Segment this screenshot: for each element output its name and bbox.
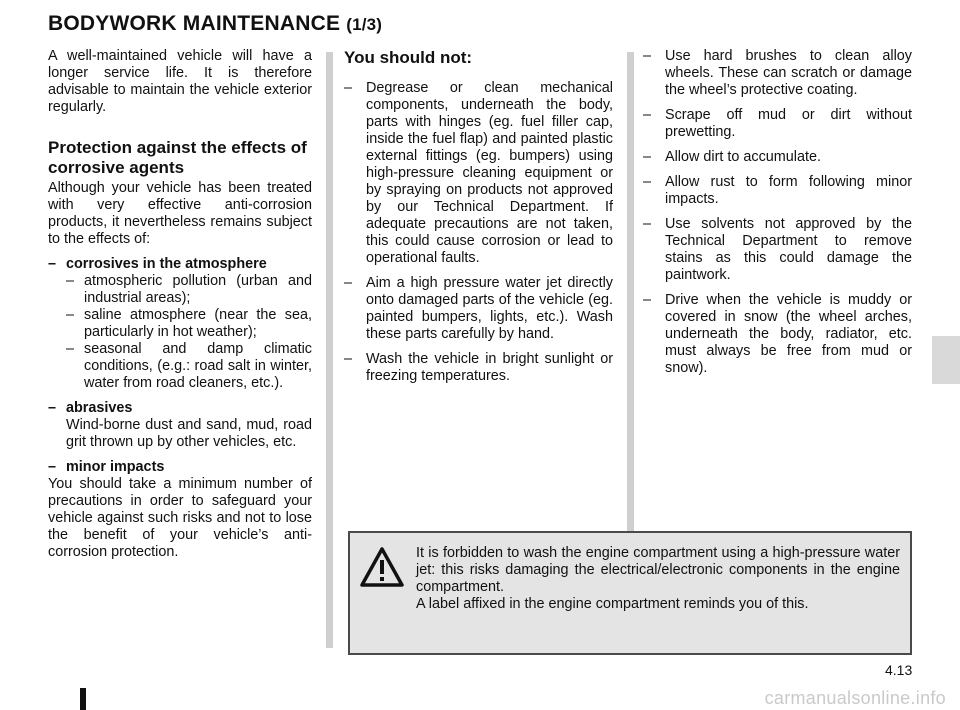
group-text: Wind-borne dust and sand, mud, road grit thrown up by other vehicles, etc. [66,417,312,450]
page-title: BODYWORK MAINTENANCE (1/3) [48,12,383,35]
column-1 [48,48,312,561]
group-title: – minor impacts [48,459,312,476]
list-item: – Scrape off mud or dirt without prewetting. [643,107,912,141]
corrosion-paragraph: Although your vehicle has been treated with very effective anti-corrosion products, it nevertheless remains subject to the effects of: [48,180,312,247]
list-item: – Degrease or clean mechanical components, underneath the body, parts with hinges (eg. fuel filler cap, inside the fuel flap) and painted plastic external fittings (eg. bumpers) using high-pressure cleaning equipment or by spraying on products not approved by our Technical Department. If adequate precautions are not taken, this could cause corrosion or lead to operational faults. [344,80,613,267]
list-item: – Wash the vehicle in bright sunlight or freezing temperatures. [344,351,613,385]
list-item: – Use hard brushes to clean alloy wheels. These can scratch or damage the wheel’s protective coating. [643,48,912,99]
column-3 [643,48,912,385]
warning-box [348,531,912,655]
group-text: You should take a minimum number of precautions in order to safeguard your vehicle against such risks and not to lose the benefit of your vehicle’s anti-corrosion protection. [48,476,312,560]
list-item: – Drive when the vehicle is muddy or covered in snow (the wheel arches, underneath the body, radiator, etc. must always be free from mud or snow). [643,292,912,377]
column-divider-middle [627,52,634,534]
column-divider-left [326,52,333,648]
list-item: – saline atmosphere (near the sea, particularly in hot weather); [48,307,312,341]
list-item: – Allow dirt to accumulate. [643,149,912,166]
page-number: 4.13 [885,662,913,678]
warning-line: It is forbidden to wash the engine compartment using a high-pressure water jet: this risks damaging the electrical/electronic components in the engine compartment. [416,545,900,595]
warning-text [416,545,900,613]
group-title: – abrasives [48,400,312,417]
chapter-tab [932,336,960,384]
list-item: – seasonal and damp climatic conditions, (e.g.: road salt in winter, water from road cleaners, etc.). [48,341,312,392]
intro-paragraph: A well-maintained vehicle will have a longer service life. It is therefore advisable to maintain the vehicle exterior regularly. [48,48,312,115]
list-item: – Use solvents not approved by the Technical Department to remove stains as this could damage the paintwork. [643,216,912,284]
group-title: – corrosives in the atmosphere [48,256,312,273]
group-abrasives [48,400,312,451]
list-item: – atmospheric pollution (urban and industrial areas); [48,273,312,307]
list-item: – Allow rust to form following minor impacts. [643,174,912,208]
list-item: – Aim a high pressure water jet directly onto damaged parts of the vehicle (eg. painted bumpers, lights, etc.). Wash these parts carefully by hand. [344,275,613,343]
should-not-heading: You should not: [344,48,473,67]
warning-line: A label affixed in the engine compartment reminds you of this. [416,596,809,612]
group-minor-impacts [48,459,312,561]
corner-mark [80,688,86,710]
group-atmosphere [48,256,312,392]
watermark: carmanualsonline.info [764,688,946,708]
page-part: (1/3) [346,15,383,34]
warning-triangle-icon [360,547,404,587]
column-2 [344,48,613,393]
corrosion-heading: Protection against the effects of corrosive agents [48,138,307,177]
